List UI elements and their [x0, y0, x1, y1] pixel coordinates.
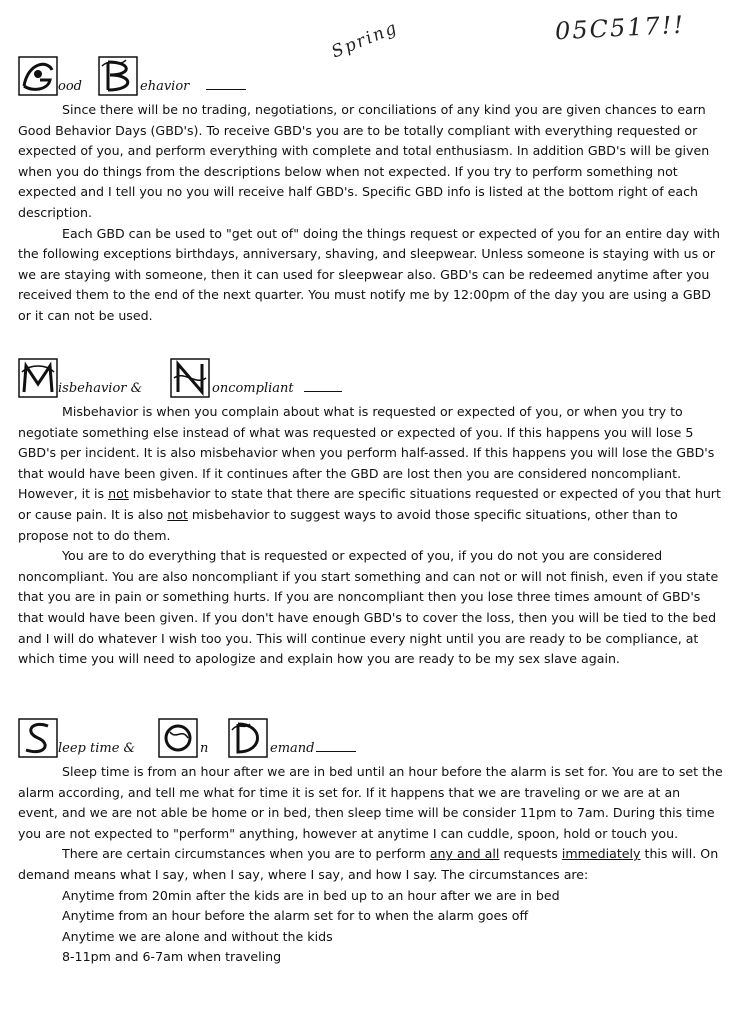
heading-word-oncompliant: oncompliant	[212, 381, 294, 396]
ornate-letter-n-icon	[170, 358, 210, 398]
misbehavior-heading	[18, 358, 723, 402]
list-item: Anytime from an hour before the alarm set for to when the alarm goes off	[62, 908, 529, 924]
list-item: 8-11pm and 6-7am when traveling	[62, 949, 282, 965]
ornate-letter-o-icon	[158, 718, 198, 758]
misbehavior-paragraph-2: You are to do everything that is requested or expected of you, if you do not you are considered noncompliant. You are also noncompliant if you start something and can not or will not finish, even if you state that you are in pain or something hurts. If you are noncompliant then you lose three times amount of GBD's that would have been given. If you don't have enough GBD's to cover the loss, then you will be tied to the bed and I will do whatever I wish too you. This will continue every night until you are ready to be compliance, at which time you will need to apologize and explain how you are ready to be my sex slave again.	[18, 548, 719, 667]
sleep-on-demand-section	[18, 718, 723, 968]
heading-word-emand: emand	[270, 741, 315, 756]
misbehavior-paragraph-1: Misbehavior is when you complain about what is requested or expected of you, or when you try to negotiate something else instead of what was requested or expected of you. If this happens you will lose 5 GBD's per incident. It is also misbehavior when you perform half-assed. If this happens you will lose the GBD's that would have been given. If it continues after the GBD are lost then you are considered noncompliant. However, it is not misbehavior to state that there are specific situations requested or expected of you that hurt or cause pain. It is also not misbehavior to suggest ways to avoid those specific situations, other than to propose not to do them.	[18, 404, 721, 543]
heading-word-n: n	[200, 741, 209, 756]
good-behavior-section	[18, 56, 723, 327]
heading-rule	[304, 391, 342, 392]
good-behavior-paragraph-1: Since there will be no trading, negotiations, or conciliations of any kind you are given chances to earn Good Behavior Days (GBD's). To receive GBD's you are to be totally compliant with everything requested or expected of you, and perform everything with complete and total enthusiasm. In addition GBD's will be given when you do things from the descriptions below when not expected. If you try to perform something not expected and I tell you no you will receive half GBD's. Specific GBD info is listed at the bottom right of each description.	[18, 102, 710, 220]
good-behavior-paragraph-2: Each GBD can be used to "get out of" doing the things request or expected of you for an entire day with the following exceptions birthdays, anniversary, shaving, and sleepwear. Unless someone is staying with us or we are staying with someone, then it can used for sleepwear also. GBD's can be redeemed anytime after you received them to the end of the next quarter. You must notify me by 12:00pm of the day you are using a GBD or it can not be used.	[18, 225, 720, 323]
handwritten-doc-id: 05C517!!	[554, 10, 686, 46]
heading-word-ehavior: ehavior	[140, 79, 190, 94]
heading-word-leep-time: leep time &	[58, 741, 136, 756]
on-demand-circumstances-list	[62, 886, 723, 968]
heading-rule	[316, 751, 356, 752]
heading-word-ood: ood	[58, 79, 82, 94]
misbehavior-section	[18, 358, 723, 670]
sleep-heading	[18, 718, 723, 762]
sleep-paragraph-1: Sleep time is from an hour after we are in bed until an hour before the alarm is set for. You are to set the alarm according, and tell me what for time it is set for. If it happens that we are traveling or we are at an event, and we are not able be home or in bed, then sleep time will be consider 11pm to 7am. During this time you are not expected to "perform" anything, however at anytime I can cuddle, spoon, hold or touch you.	[18, 764, 723, 841]
heading-word-isbehavior: isbehavior &	[58, 381, 143, 396]
ornate-letter-b-icon	[98, 56, 138, 96]
list-item: Anytime we are alone and without the kids	[62, 928, 333, 944]
ornate-letter-s-icon	[18, 718, 58, 758]
heading-rule	[206, 89, 246, 90]
good-behavior-heading	[18, 56, 723, 100]
ornate-letter-g-icon	[18, 56, 58, 96]
sleep-paragraph-2: There are certain circumstances when you are to perform any and all requests immediately this will. On demand means what I say, when I say, where I say, and how I say. The circumstances are:	[18, 846, 719, 882]
ornate-letter-m-icon	[18, 358, 58, 398]
ornate-letter-d-icon	[228, 718, 268, 758]
handwritten-spring-note: Spring	[328, 17, 402, 63]
list-item: Anytime from 20min after the kids are in bed up to an hour after we are in bed	[62, 887, 560, 903]
